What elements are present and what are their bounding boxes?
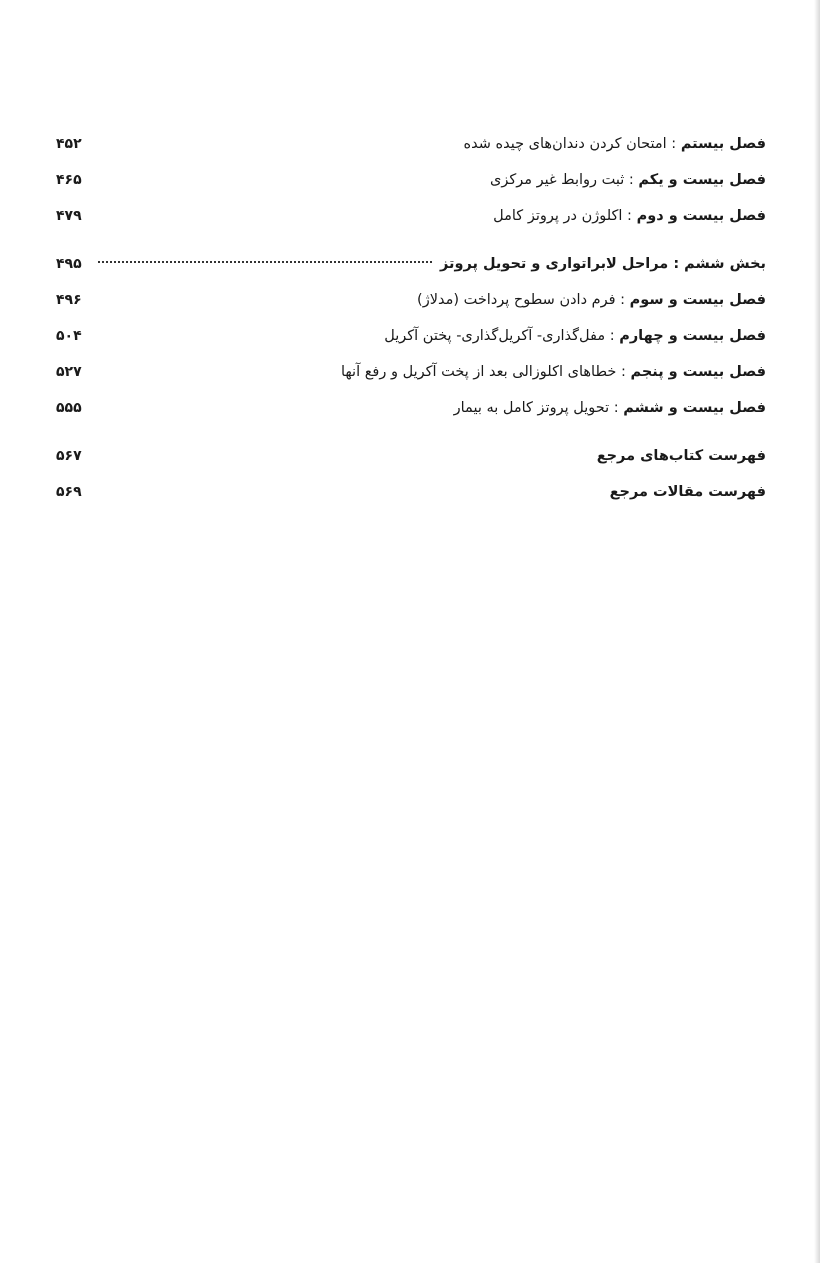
entry-separator: :	[605, 328, 620, 344]
toc-entry-chapter-24	[56, 318, 766, 354]
entry-text	[597, 438, 766, 474]
entry-label: فصل بیست و دوم	[636, 208, 766, 224]
entry-label: فصل بیست و پنجم	[630, 364, 766, 380]
page-number: ۴۹۵	[56, 256, 82, 272]
entry-title: امتحان کردن دندان‌های چیده شده	[463, 136, 667, 152]
toc-entry-reference-books	[56, 438, 766, 474]
page-number: ۴۷۹	[56, 208, 82, 224]
entry-text	[341, 354, 766, 390]
dot-leader	[98, 260, 432, 263]
table-of-contents	[56, 126, 766, 510]
page-number: ۵۲۷	[56, 364, 82, 380]
entry-label: فصل بیست و ششم	[623, 400, 766, 416]
entry-label: فصل بیست و یکم	[638, 172, 766, 188]
entry-label: فصل بیستم	[680, 136, 766, 152]
toc-entry-chapter-26	[56, 390, 766, 426]
page-number: ۴۶۵	[56, 172, 82, 188]
entry-text	[417, 282, 766, 318]
page-number: ۵۰۴	[56, 328, 82, 344]
entry-separator: :	[624, 172, 639, 188]
entry-separator: :	[622, 208, 637, 224]
entry-label: فصل بیست و چهارم	[619, 328, 766, 344]
entry-title: اکلوژن در پروتز کامل	[493, 208, 623, 224]
entry-title: مراحل لابراتواری و تحویل پروتز	[440, 256, 669, 272]
entry-text	[490, 162, 766, 198]
entry-title: خطاهای اکلوزالی بعد از پخت آکریل و رفع آنها	[340, 364, 617, 380]
entry-separator: :	[666, 136, 681, 152]
entry-text	[454, 390, 766, 426]
entry-label: فهرست مقالات مرجع	[609, 484, 766, 500]
entry-separator: :	[609, 400, 624, 416]
entry-separator: :	[615, 292, 630, 308]
toc-entry-chapter-21	[56, 162, 766, 198]
toc-entry-chapter-23	[56, 282, 766, 318]
entry-text	[384, 318, 766, 354]
page-number: ۵۵۵	[56, 400, 82, 416]
entry-separator: :	[668, 256, 685, 272]
entry-label: بخش ششم	[684, 256, 766, 272]
entry-text	[493, 198, 766, 234]
entry-label: فهرست کتاب‌های مرجع	[596, 448, 766, 464]
toc-entry-chapter-25	[56, 354, 766, 390]
page-number: ۵۶۷	[56, 448, 82, 464]
entry-text	[610, 474, 766, 510]
toc-entry-chapter-22	[56, 198, 766, 234]
page-edge-shadow	[814, 0, 820, 1263]
entry-title: تحویل پروتز کامل به بیمار	[453, 400, 610, 416]
toc-entry-reference-articles	[56, 474, 766, 510]
entry-label: فصل بیست و سوم	[629, 292, 766, 308]
toc-entry-chapter-20	[56, 126, 766, 162]
toc-entry-section-6	[56, 246, 766, 282]
entry-text	[440, 246, 766, 282]
page-number: ۴۹۶	[56, 292, 82, 308]
page-number: ۴۵۲	[56, 136, 82, 152]
entry-separator: :	[616, 364, 631, 380]
entry-title: ثبت روابط غیر مرکزی	[489, 172, 625, 188]
entry-title: مفل‌گذاری- آکریل‌گذاری- پختن آکریل	[384, 328, 606, 344]
entry-text	[464, 126, 766, 162]
page-number: ۵۶۹	[56, 484, 82, 500]
entry-title: فرم دادن سطوح پرداخت (مدلاژ)	[417, 292, 616, 308]
